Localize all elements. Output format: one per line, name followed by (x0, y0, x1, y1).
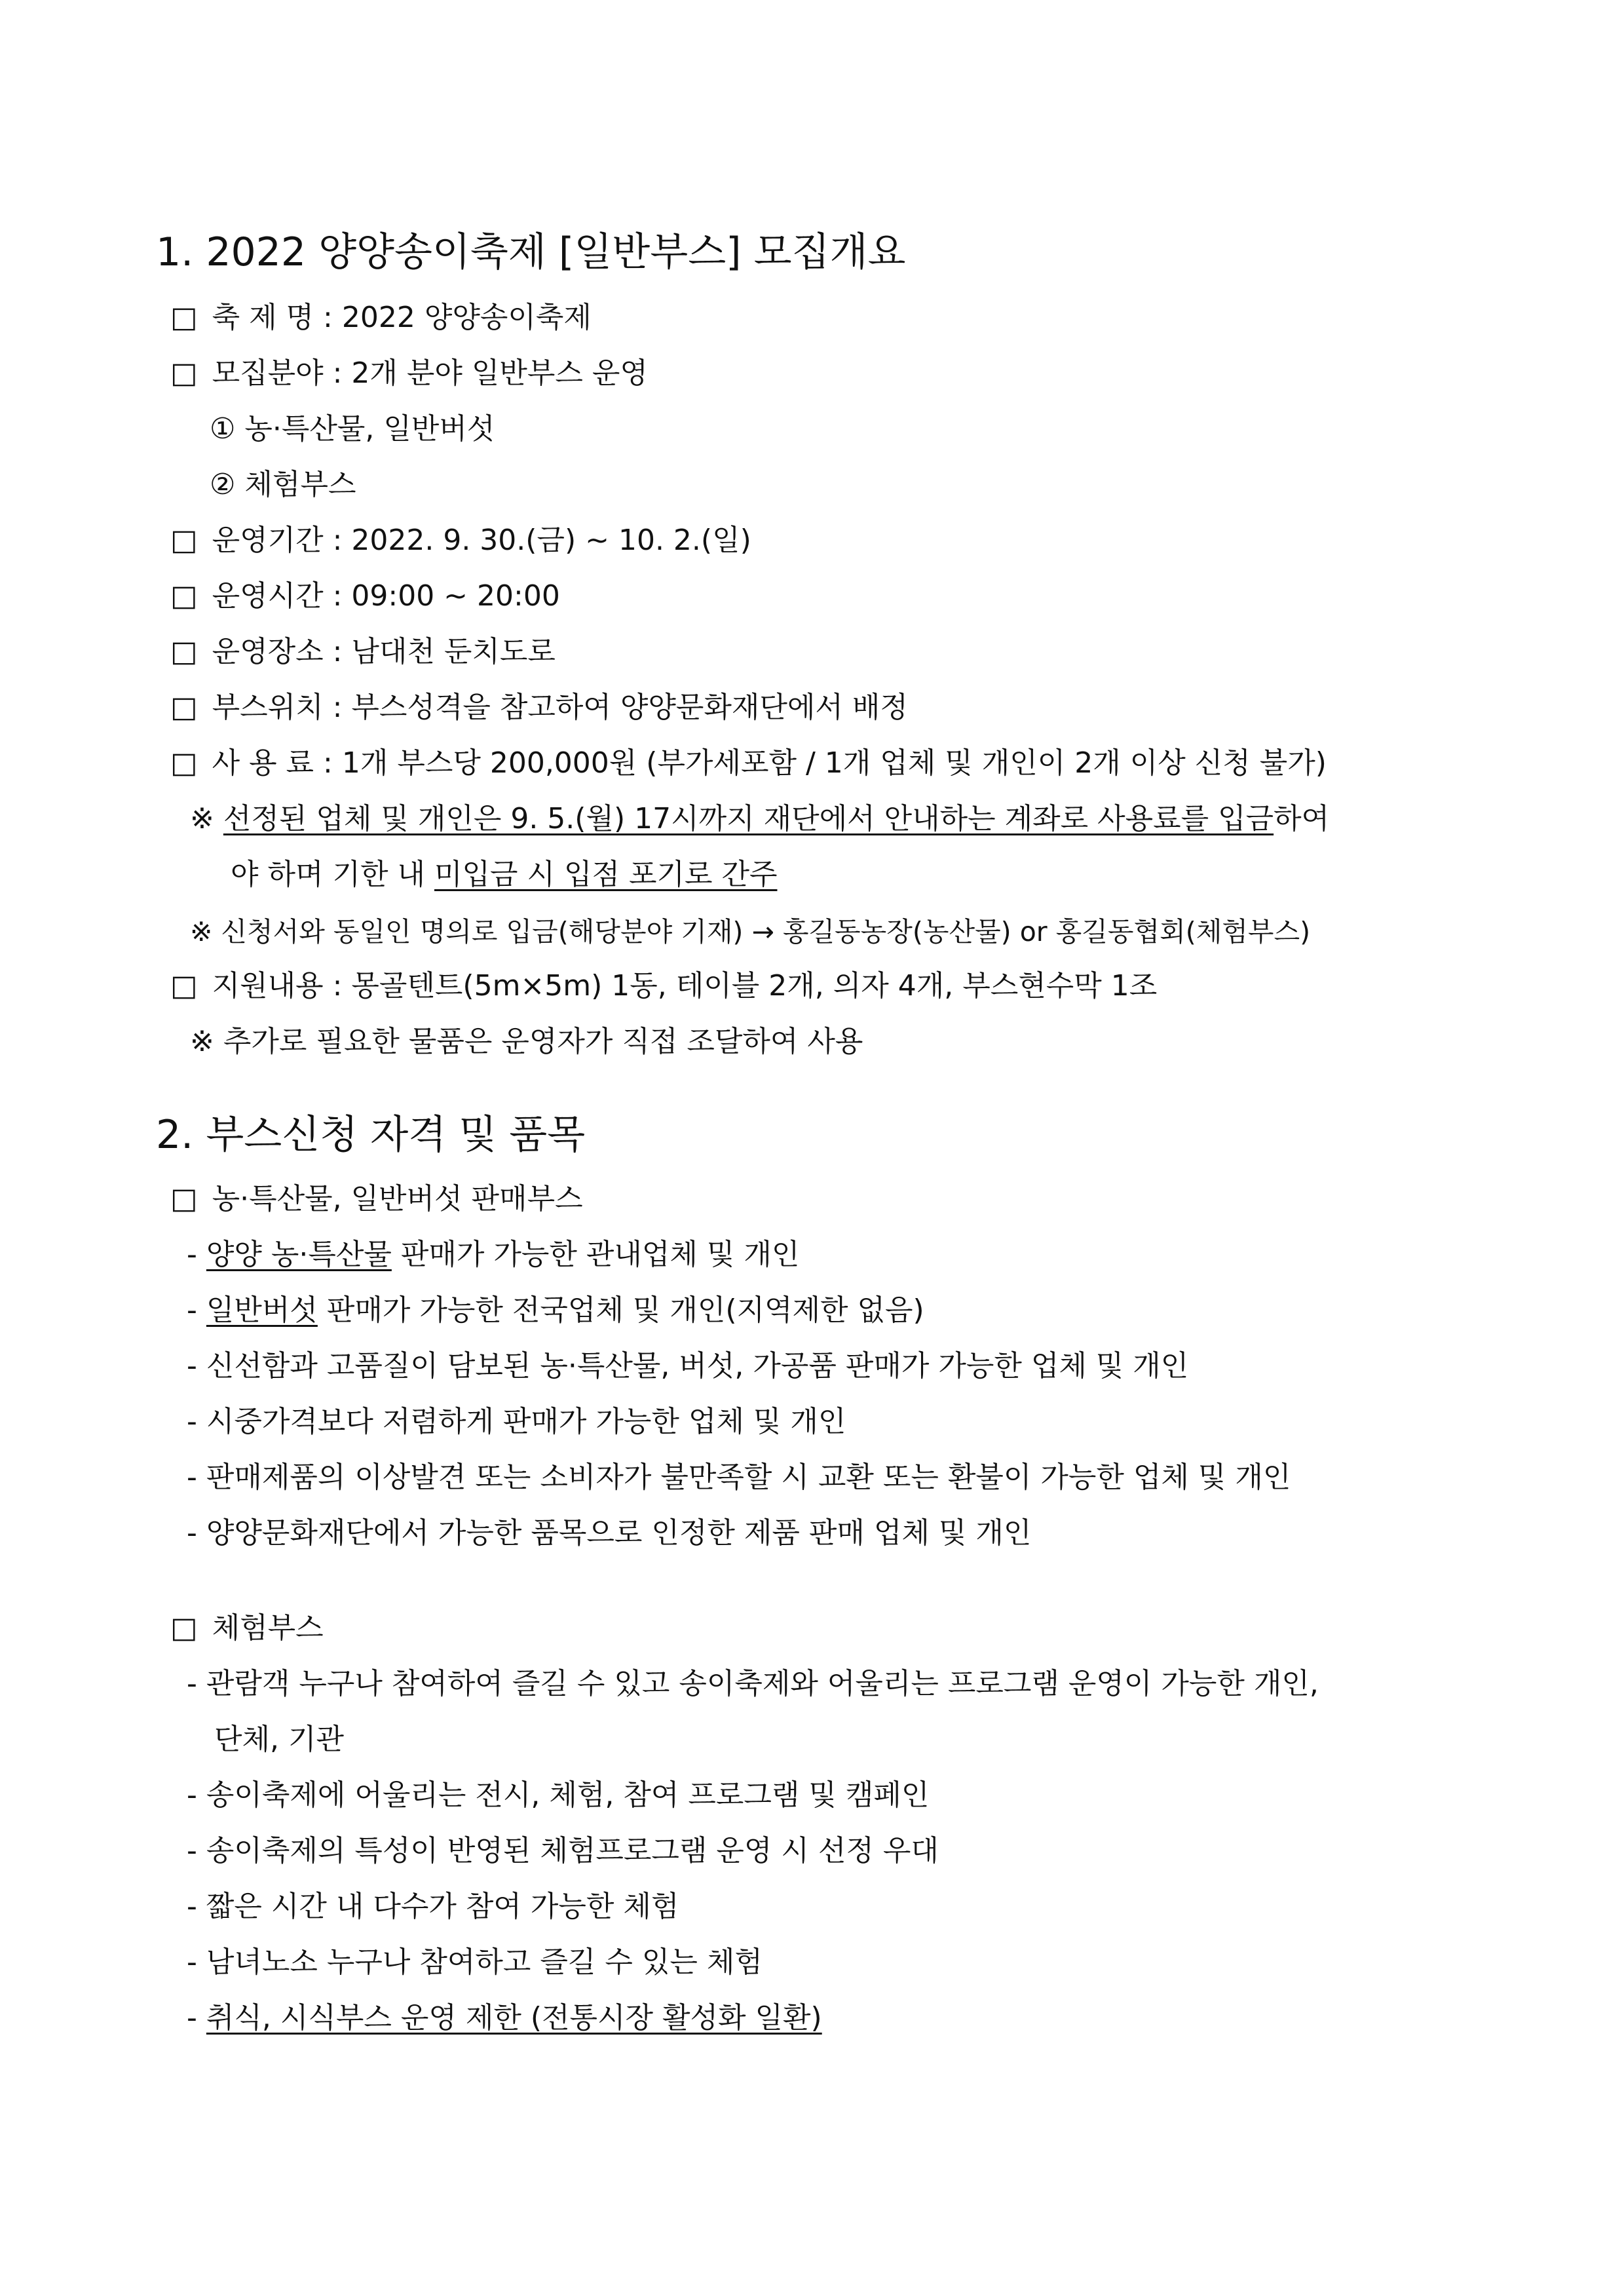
section1-title: 1. 2022 양양송이축제 [일반부스] 모집개요 (156, 229, 906, 275)
sales-item-3: - 신선함과 고품질이 담보된 농·특산물, 버섯, 가공품 판매가 가능한 업체 및 개인 (187, 1349, 1189, 1383)
dash: - (187, 1293, 206, 1327)
supplies-note: ※ 추가로 필요한 물품은 운영자가 직접 조달하여 사용 (190, 1025, 863, 1058)
sales-item-5: - 판매제품의 이상발견 또는 소비자가 불만족할 시 교환 또는 환불이 가능한 업체 및 개인 (187, 1461, 1291, 1494)
sales-item-6: - 양양문화재단에서 가능한 품목으로 인정한 제품 판매 업체 및 개인 (187, 1516, 1032, 1550)
experience-item-6 (187, 1999, 822, 2038)
sales-item-1 (187, 1235, 799, 1274)
experience-item-1-cont: 단체, 기관 (214, 1723, 344, 1756)
sales-item-4: - 시중가격보다 저렴하게 판매가 가능한 업체 및 개인 (187, 1405, 846, 1438)
section2-title: 2. 부스신청 자격 및 품목 (156, 1112, 586, 1158)
experience-item-1: - 관람객 누구나 참여하여 즐길 수 있고 송이축제와 어울리는 프로그램 운영이 가능한 개인, (187, 1667, 1319, 1700)
sales-item-2 (187, 1291, 924, 1330)
dash: - (187, 1238, 206, 1271)
operation-period: □ 운영기간 : 2022. 9. 30.(금) ~ 10. 2.(일) (170, 521, 751, 560)
recruit-fields: □ 모집분야 : 2개 분야 일반부스 운영 (170, 354, 648, 393)
sales-item-1-tail: 판매가 가능한 관내업체 및 개인 (391, 1238, 800, 1271)
deposit-name-note: ※ 신청서와 동일인 명의로 입금(해당분야 기재) → 홍길동농장(농산물) or 홍길동협회(체험부스) (190, 916, 1311, 947)
usage-fee: □ 사 용 료 : 1개 부스당 200,000원 (부가세포함 / 1개 업체 및 개인이 2개 이상 신청 불가) (170, 744, 1327, 783)
note-mark: ※ (190, 802, 223, 835)
sales-booth-heading: □ 농·특산물, 일반버섯 판매부스 (170, 1179, 583, 1219)
experience-item-4: - 짧은 시간 내 다수가 참여 가능한 체험 (187, 1890, 679, 1923)
forfeit-text: 미입금 시 입점 포기로 간주 (434, 858, 778, 891)
dash: - (187, 2001, 206, 2035)
booth-location: □ 부스위치 : 부스성격을 참고하여 양양문화재단에서 배정 (170, 688, 908, 727)
payment-note-cont-text: 야 하며 기한 내 (231, 858, 434, 891)
operation-hours: □ 운영시간 : 09:00 ~ 20:00 (170, 577, 560, 616)
field-item-1: ① 농·특산물, 일반버섯 (210, 412, 495, 446)
food-restriction-text: 취식, 시식부스 운영 제한 (전통시장 활성화 일환) (206, 2001, 822, 2035)
experience-item-5: - 남녀노소 누구나 참여하고 즐길 수 있는 체험 (187, 1945, 763, 1979)
field-item-2: ② 체험부스 (210, 468, 356, 501)
payment-note-cont (231, 855, 777, 894)
payment-note (190, 799, 1329, 839)
festival-name: □ 축 제 명 : 2022 양양송이축제 (170, 298, 592, 337)
local-products-text: 양양 농·특산물 (206, 1238, 392, 1271)
operation-place: □ 운영장소 : 남대천 둔치도로 (170, 632, 556, 672)
experience-item-2: - 송이축제에 어울리는 전시, 체험, 참여 프로그램 및 캠페인 (187, 1778, 930, 1812)
sales-item-2-tail: 판매가 가능한 전국업체 및 개인(지역제한 없음) (317, 1293, 924, 1327)
payment-note-tail: 하여 (1274, 802, 1330, 835)
general-mushroom-text: 일반버섯 (206, 1293, 318, 1327)
support-content: □ 지원내용 : 몽골텐트(5m×5m) 1동, 테이블 2개, 의자 4개, 부스현수막 1조 (170, 966, 1157, 1006)
experience-booth-heading: □ 체험부스 (170, 1609, 324, 1648)
experience-item-3: - 송이축제의 특성이 반영된 체험프로그램 운영 시 선정 우대 (187, 1834, 939, 1867)
payment-deadline-text: 선정된 업체 및 개인은 9. 5.(월) 17시까지 재단에서 안내하는 계좌로 사용료를 입금 (223, 802, 1274, 835)
